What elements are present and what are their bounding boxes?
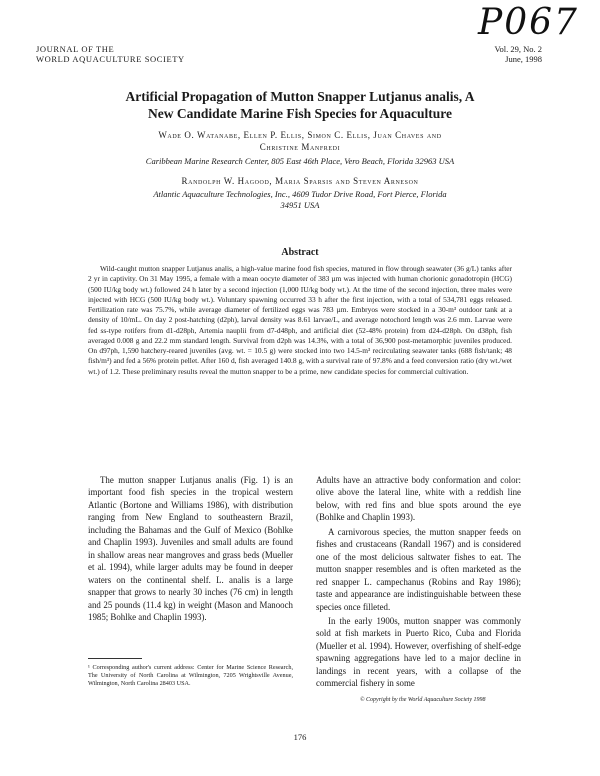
author-line2: Christine Manfredi <box>259 142 341 152</box>
journal-header <box>36 44 185 64</box>
title-line2: New Candidate Marine Fish Species for Aquaculture <box>147 106 452 121</box>
volume-header <box>494 44 542 64</box>
affiliation-2 <box>40 189 560 211</box>
abstract-text: Wild-caught mutton snapper Lutjanus analis, a high-value marine food fish species, matured in flow through seawater (36 g/L) tanks after 2 yr in captivity. On 31 May 1995, a female with a mean oocyte diameter of 383 µm was injected with human chorionic gonadotropin (HCG) (500 IU/kg body wt.) followed 24 h later by a second injection (1,000 IU/kg body wt.). At the time of the second injection, three males were injected with HCG (500 IU/kg body wt.). Voluntary spawning occurred 33 h after the first injection, with a total of 534,781 eggs released. Fertilization rate was 75.7%, while average diameter of fertilized eggs was 783 µm. Embryos were stocked in a 30-m³ outdoor tank at a density of 10/mL. On day 2 post-hatching (d2ph), larval density was 8.61 larvae/L, and average notochord length was 2.6 mm. Larvae were fed ss-type rotifers from d1-d28ph, Artemia nauplii from d7-d48ph, and artificial diet (52-48% protein) from d24-d28ph. On d38ph, fish averaged 0.008 g and 22.2 mm standard length. Survival from d2ph was 14.3%, with a total of 36,900 post-metamorphic juveniles produced. On d97ph, 1,590 hatchery-reared juveniles (avg. wt. = 10.5 g) were stocked into two 14.5-m³ recirculating seawater tanks (688 fish/tank; 48 fish/m³) and fed a 56% protein pellet. After 160 d, fish averaged 140.8 g, with a survival rate of 97.8% and a feed conversion ratio (dry wt./wet wt.) of 1.2. These preliminary results reveal the mutton snapper to be a prime, new candidate species for commercial cultivation. <box>88 264 512 376</box>
journal-name-line2: WORLD AQUACULTURE SOCIETY <box>36 54 185 64</box>
page-number: 176 <box>293 732 307 742</box>
copyright-notice: © Copyright by the World Aquaculture Society 1998 <box>360 697 486 703</box>
author-group-1 <box>40 129 560 153</box>
affiliation-2-line1: Atlantic Aquaculture Technologies, Inc., 4609 Tudor Drive Road, Fort Pierce, Florida <box>153 189 447 199</box>
footnote-divider <box>88 658 142 659</box>
footnote: ¹ Corresponding author's current address: Center for Marine Science Research, The University of North Carolina at Wilmington, 7205 Wrightsville Avenue, Wilmington, North Carolina 28403 USA. <box>88 664 293 687</box>
body-paragraph: In the early 1900s, mutton snapper was commonly sold at fish markets in Puerto Rico, Cuba and Florida (Mueller et al. 1994). However, overfishing of shelf-edge spawning aggregations have led to a major decline in landings in recent years, with a collapse of the commercial fishery in some <box>316 615 521 689</box>
author-line1: Wade O. Watanabe, Ellen P. Ellis, Simon C. Ellis, Juan Chaves and <box>158 130 442 140</box>
body-paragraph: The mutton snapper Lutjanus analis (Fig. 1) is an important food fish species in the tropical western Atlantic (Bortone and Williams 1986), with distribution ranging from New England to southeastern Brazil, including the Bahamas and the Gulf of Mexico (Bohlke and Chaplin 1993). Juveniles and small adults are found in shallow areas near mangroves and grass beds (Mueller et al. 1994), while larger adults may be found in deeper waters on the continental shelf. L. analis is a large snapper that grows to nearly 30 inches (76 cm) in length and 25 pounds (11.4 kg) in weight (Mason and Manooch 1985; Bohlke and Chaplin 1993). <box>88 475 293 622</box>
issue-date: June, 1998 <box>505 54 542 64</box>
author-group-2: Randolph W. Hagood, Maria Sparsis and Steven Arneson <box>181 176 419 186</box>
affiliation-1: Caribbean Marine Research Center, 805 East 46th Place, Vero Beach, Florida 32963 USA <box>145 156 455 166</box>
handwritten-page-tag: P067 <box>478 2 579 43</box>
affiliation-2-line2: 34951 USA <box>280 200 320 210</box>
title-line1: Artificial Propagation of Mutton Snapper Lutjanus analis, A <box>125 89 475 104</box>
body-paragraph: Adults have an attractive body conformation and color: olive above the lateral line, white with a reddish line below, with red fins and blue spots around the eye (Bohlke and Chaplin 1993). <box>316 475 521 523</box>
body-paragraph: A carnivorous species, the mutton snapper feeds on fishes and crustaceans (Randall 1967) and is considered one of the most delicious saltwater fishes to eat. The mutton snapper resembles and is often marketed as the red snapper L. campechanus (Robins and Ray 1986); taste and appearance are indistinguishable between these species once filleted. <box>316 526 521 612</box>
journal-name-line1: JOURNAL OF THE <box>36 44 115 54</box>
body-column-left <box>88 474 293 625</box>
volume-number: Vol. 29, No. 2 <box>494 44 542 54</box>
abstract-heading: Abstract <box>281 247 319 258</box>
article-title <box>40 88 560 122</box>
body-column-right <box>316 474 521 692</box>
